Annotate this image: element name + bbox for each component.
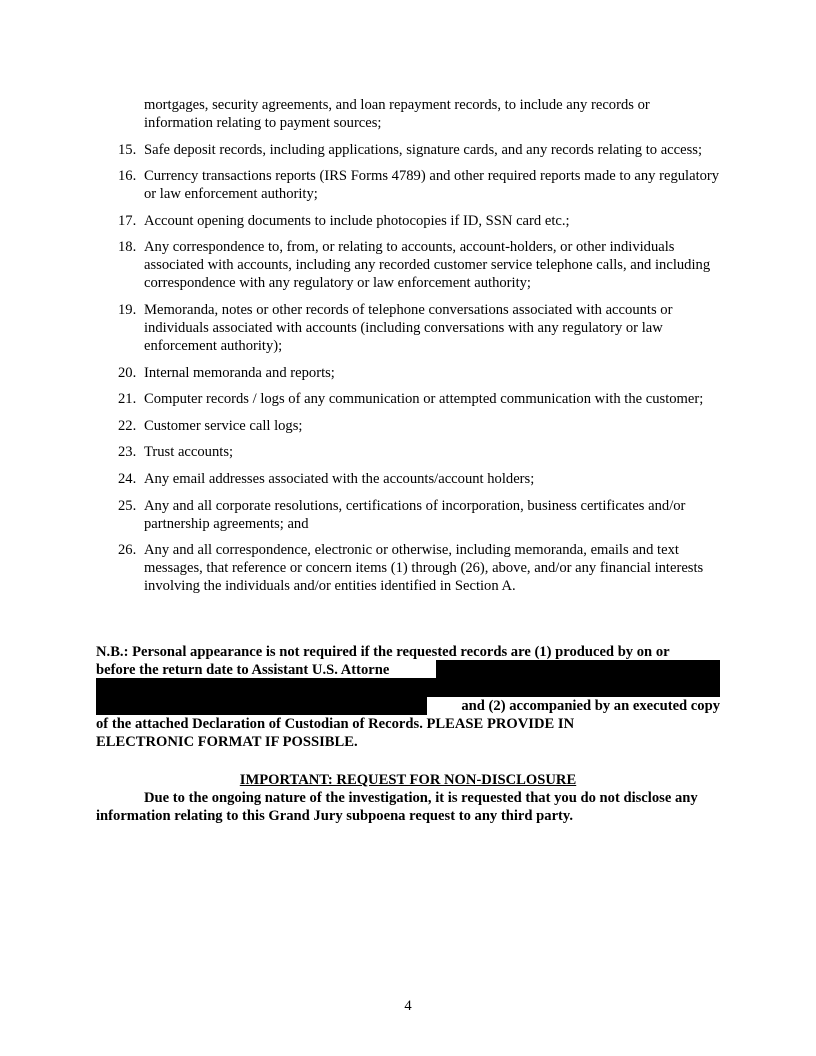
list-item-number: 18. (118, 239, 137, 256)
nb-line-4-text: and (2) accompanied by an executed copy (461, 698, 720, 714)
list-item-number: 16. (118, 168, 137, 185)
nb-word: of (352, 716, 365, 732)
list-item-text: Safe deposit records, including applications, signature cards, and any records relating to access; (144, 141, 703, 158)
nb-word: IN (557, 716, 575, 732)
list-item (96, 364, 721, 382)
list-item-number: 17. (118, 212, 137, 229)
list-item-text: Internal memoranda and reports; (144, 364, 335, 381)
list-item-number: 19. (118, 301, 137, 318)
nb-line-5 (96, 715, 720, 733)
list-item (96, 541, 721, 595)
non-disclosure-section (96, 771, 720, 825)
list-item (96, 141, 721, 159)
list-item (96, 301, 721, 355)
list-item-number: 24. (118, 470, 137, 487)
list-item-text: mortgages, security agreements, and loan repayment records, to include any records or information relating to payment sources; (144, 97, 650, 131)
list-item-number: 22. (118, 417, 137, 434)
nb-line-6: ELECTRONIC FORMAT IF POSSIBLE. (96, 734, 358, 750)
nb-word: Custodian (284, 716, 349, 732)
list-item-number: 26. (118, 542, 137, 559)
nb-word: Records. (368, 716, 423, 732)
list-item (96, 167, 721, 203)
list-item (96, 470, 721, 488)
nb-word: Declaration (192, 716, 266, 732)
list-item (96, 212, 721, 230)
list-item (96, 238, 721, 292)
list-item-number: 25. (118, 497, 137, 514)
nb-line-2-text: before the return date to Assistant U.S. Attorne (96, 662, 390, 678)
list-item-text: Memoranda, notes or other records of telephone conversations associated with accounts or individuals associated with accounts (including conversations with any regulatory or law enforcement authority); (144, 301, 673, 354)
redaction-bar (436, 660, 720, 678)
list-item-text: Any and all corporate resolutions, certifications of incorporation, business certificates and/or partnership agreements; and (144, 497, 686, 532)
list-item-number: 23. (118, 444, 137, 461)
nb-word: of (96, 716, 109, 732)
list-item-text: Customer service call logs; (144, 417, 303, 434)
list-item-number: 20. (118, 364, 137, 381)
list-item-text: Currency transactions reports (IRS Forms 4789) and other required reports made to any regulatory or law enforcement authority; (144, 168, 720, 203)
nb-word: PROVIDE (486, 716, 555, 732)
nb-word: PLEASE (426, 716, 484, 732)
nb-line-1: N.B.: Personal appearance is not required if the requested records are (1) produced by on or (96, 644, 670, 660)
records-list (96, 96, 721, 604)
list-item-text: Any correspondence to, from, or relating to accounts, account-holders, or other individuals associated with accounts, including any recorded customer service telephone calls, and including correspondence with any regulatory or law enforcement authority; (144, 239, 711, 292)
page-number: 4 (404, 998, 412, 1014)
list-item-text: Computer records / logs of any communication or attempted communication with the customer; (144, 391, 704, 408)
list-item (96, 497, 721, 533)
nb-word: attached (134, 716, 189, 732)
list-item-text: Any email addresses associated with the accounts/account holders; (144, 470, 535, 487)
non-disclosure-body: Due to the ongoing nature of the investigation, it is requested that you do not disclose any information relating to this Grand Jury subpoena request to any third party. (96, 790, 698, 824)
list-item-text: Account opening documents to include photocopies if ID, SSN card etc.; (144, 212, 570, 229)
nb-word: the (111, 716, 132, 732)
nb-word: of (268, 716, 281, 732)
redaction-bar (96, 678, 720, 697)
list-item-continuation (96, 96, 721, 132)
list-item-number: 21. (118, 391, 137, 408)
list-item (96, 390, 721, 408)
list-item (96, 443, 721, 461)
list-item (96, 417, 721, 435)
list-item-number: 15. (118, 141, 137, 158)
non-disclosure-heading: IMPORTANT: REQUEST FOR NON-DISCLOSURE (239, 772, 577, 788)
list-item-text: Any and all correspondence, electronic or otherwise, including memoranda, emails and text messages, that reference or concern items (1) through (26), above, and/or any financial interests involving the individuals and/or entities identified in Section A. (144, 542, 704, 595)
list-item-text: Trust accounts; (144, 444, 234, 461)
redaction-bar (96, 697, 427, 715)
